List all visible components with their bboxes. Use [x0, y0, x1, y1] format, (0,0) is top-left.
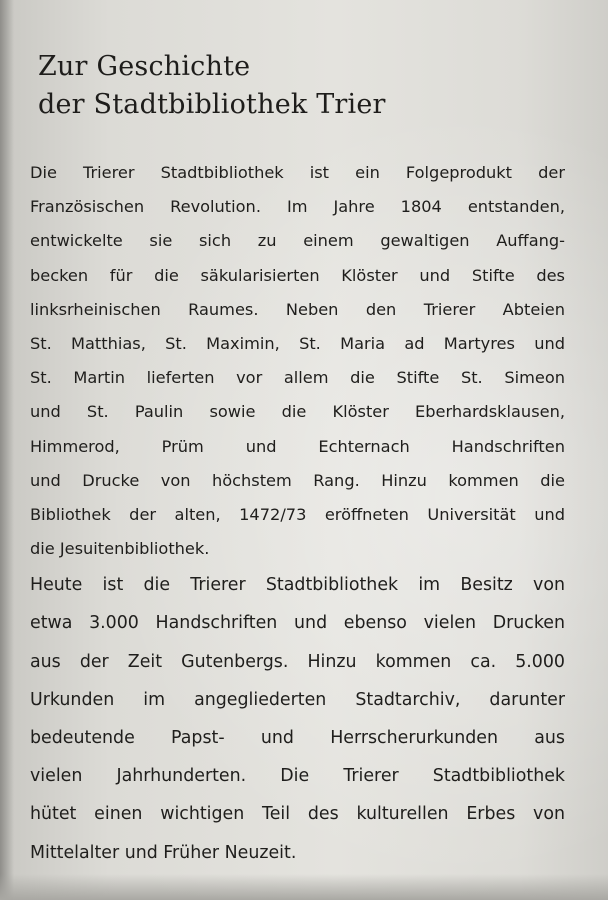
text-line: linksrheinischen Raumes. Neben den Trierer Abteien: [30, 299, 565, 319]
paragraph-today: [30, 566, 565, 872]
page-title: [38, 48, 558, 124]
body-text: [30, 156, 565, 872]
text-line: Heute ist die Trierer Stadtbibliothek im Besitz von: [30, 575, 565, 596]
text-line: Bibliothek der alten, 1472/73 eröffneten Universität und: [30, 504, 565, 524]
text-line: und Drucke von höchstem Rang. Hinzu kommen die: [30, 470, 565, 490]
text-line: die Jesuitenbibliothek.: [30, 539, 210, 559]
text-line: vielen Jahrhunderten. Die Trierer Stadtbibliothek: [30, 766, 565, 787]
text-line: aus der Zeit Gutenbergs. Hinzu kommen ca. 5.000: [30, 651, 565, 672]
text-line: hütet einen wichtigen Teil des kulturellen Erbes von: [30, 804, 565, 825]
text-line: Himmerod, Prüm und Echternach Handschriften: [30, 436, 565, 456]
paragraph-history: [30, 156, 565, 566]
text-line: etwa 3.000 Handschriften und ebenso vielen Drucken: [30, 613, 565, 634]
title-line-2: der Stadtbibliothek Trier: [38, 89, 386, 120]
text-line: Urkunden im angegliederten Stadtarchiv, darunter: [30, 689, 565, 710]
text-line: Mittelalter und Früher Neuzeit.: [30, 842, 297, 863]
text-line: bedeutende Papst- und Herrscherurkunden aus: [30, 728, 565, 748]
panel-shadow-left: [0, 0, 14, 900]
text-line: und St. Paulin sowie die Klöster Eberhardsklausen,: [30, 402, 565, 422]
text-line: St. Martin lieferten vor allem die Stifte St. Simeon: [30, 368, 565, 388]
text-line: Französischen Revolution. Im Jahre 1804 entstanden,: [30, 197, 565, 217]
text-line: Die Trierer Stadtbibliothek ist ein Folgeprodukt der: [30, 163, 565, 182]
text-line: St. Matthias, St. Maximin, St. Maria ad Martyres und: [30, 333, 565, 353]
text-line: entwickelte sie sich zu einem gewaltigen Auffang-: [30, 231, 565, 251]
text-line: becken für die säkularisierten Klöster und Stifte des: [30, 265, 565, 285]
panel-shadow-bottom: [0, 874, 608, 900]
title-line-1: Zur Geschichte: [38, 51, 251, 82]
